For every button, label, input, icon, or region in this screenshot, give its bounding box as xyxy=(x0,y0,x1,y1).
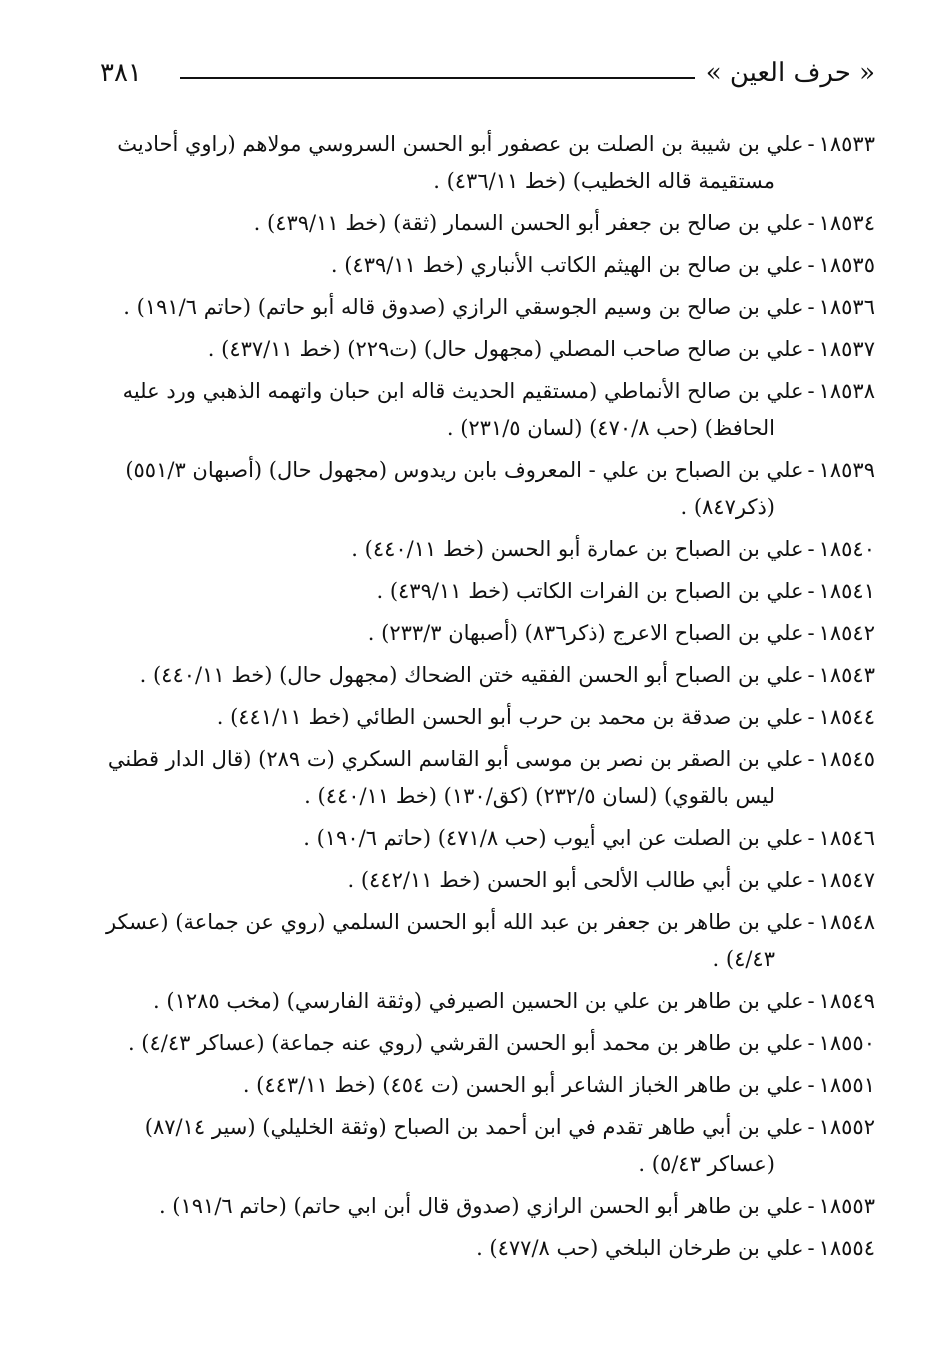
list-item xyxy=(100,331,875,368)
list-item xyxy=(100,862,875,899)
entry-number: ١٨٥٤٩ xyxy=(818,989,875,1013)
page-header xyxy=(100,52,875,96)
page-number: ٣٨١ xyxy=(100,58,142,88)
entry-dash: - xyxy=(807,579,815,603)
entry-dash: - xyxy=(807,989,815,1013)
entry-text: علي بن صالح بن الهيثم الكاتب الأنباري (خط ٤٣٩/١١) . xyxy=(330,253,804,277)
list-item xyxy=(100,741,875,815)
list-item xyxy=(100,1188,875,1225)
list-item xyxy=(100,205,875,242)
list-item xyxy=(100,247,875,284)
entry-text: علي بن طاهر بن علي بن الحسين الصيرفي (وثقة الفارسي) (مخب ١٢٨٥) . xyxy=(153,989,804,1013)
entry-number: ١٨٥٣٣ xyxy=(818,132,875,156)
list-item xyxy=(100,126,875,200)
list-item xyxy=(100,904,875,978)
list-item xyxy=(100,452,875,526)
entry-dash: - xyxy=(807,621,815,645)
entry-text: علي بن صالح بن جعفر أبو الحسن السمار (ثقة) (خط ٤٣٩/١١) . xyxy=(253,211,804,235)
list-item xyxy=(100,373,875,447)
entry-number: ١٨٥٤٤ xyxy=(818,705,875,729)
entry-number: ١٨٥٤٨ xyxy=(818,910,875,934)
list-item xyxy=(100,1067,875,1104)
entry-text: علي بن طاهر بن جعفر بن عبد الله أبو الحسن السلمي (روي عن جماعة) (عسكر ٤/٤٣) . xyxy=(105,910,804,971)
entry-dash: - xyxy=(807,747,815,771)
list-item xyxy=(100,1025,875,1062)
entry-text: علي بن صالح صاحب المصلي (مجهول حال) (ت٢٢٩) (خط ٤٣٧/١١) . xyxy=(207,337,804,361)
entry-number: ١٨٥٣٥ xyxy=(818,253,875,277)
entry-number: ١٨٥٤٠ xyxy=(818,537,875,561)
entry-number: ١٨٥٤١ xyxy=(818,579,875,603)
entry-text: علي بن الصباح بن علي - المعروف بابن ريدوس (مجهول حال) (أصبهان ٥٥١/٣) (ذكر٨٤٧) . xyxy=(125,458,804,519)
entry-dash: - xyxy=(807,910,815,934)
entry-number: ١٨٥٥٤ xyxy=(818,1236,875,1260)
entry-dash: - xyxy=(807,705,815,729)
entry-dash: - xyxy=(807,868,815,892)
entry-dash: - xyxy=(807,1073,815,1097)
entry-number: ١٨٥٥٣ xyxy=(818,1194,875,1218)
list-item xyxy=(100,289,875,326)
entry-number: ١٨٥٤٣ xyxy=(818,663,875,687)
list-item xyxy=(100,615,875,652)
entry-text: علي بن طرخان البلخي (حب ٤٧٧/٨) . xyxy=(476,1236,804,1260)
entry-dash: - xyxy=(807,1194,815,1218)
list-item xyxy=(100,983,875,1020)
entry-dash: - xyxy=(807,337,815,361)
entry-text: علي بن أبي طاهر تقدم في ابن أحمد بن الصباح (وثقة الخليلي) (سير ٨٧/١٤) (عساكر ٥/٤٣) . xyxy=(144,1115,804,1176)
entry-text: علي بن صالح الأنماطي (مستقيم الحديث قاله ابن حبان واتهمه الذهبي ورد عليه الحافظ) (حب ٤٧٠/٨) (لسان ٢٣١/٥) . xyxy=(122,379,804,440)
entry-number: ١٨٥٣٧ xyxy=(818,337,875,361)
entry-dash: - xyxy=(807,1115,815,1139)
entry-text: علي بن الصباح بن الفرات الكاتب (خط ٤٣٩/١١) . xyxy=(376,579,804,603)
entry-text: علي بن صدقة بن محمد بن حرب أبو الحسن الطائي (خط ٤٤١/١١) . xyxy=(216,705,804,729)
entries-list xyxy=(100,126,875,1272)
list-item xyxy=(100,1109,875,1183)
entry-number: ١٨٥٤٧ xyxy=(818,868,875,892)
entry-number: ١٨٥٣٩ xyxy=(818,458,875,482)
header-rule xyxy=(180,77,695,79)
entry-dash: - xyxy=(807,663,815,687)
entry-number: ١٨٥٥٢ xyxy=(818,1115,875,1139)
entry-number: ١٨٥٣٨ xyxy=(818,379,875,403)
entry-dash: - xyxy=(807,537,815,561)
entry-number: ١٨٥٥٠ xyxy=(818,1031,875,1055)
entry-dash: - xyxy=(807,211,815,235)
list-item xyxy=(100,531,875,568)
entry-text: علي بن الصباح أبو الحسن الفقيه ختن الضحاك (مجهول حال) (خط ٤٤٠/١١) . xyxy=(139,663,804,687)
entry-dash: - xyxy=(807,826,815,850)
entry-dash: - xyxy=(807,253,815,277)
list-item xyxy=(100,699,875,736)
entry-text: علي بن الصباح بن عمارة أبو الحسن (خط ٤٤٠/١١) . xyxy=(351,537,804,561)
entry-text: علي بن شيبة بن الصلت بن عصفور أبو الحسن السروسي مولاهم (راوي أحاديث مستقيمة قاله الخطيب) (خط ٤٣٦/١١) . xyxy=(117,132,804,193)
entry-text: علي بن الصباح الاعرج (ذكر٨٣٦) (أصبهان ٢٣٣/٣) . xyxy=(367,621,804,645)
chapter-title: « حرف العين » xyxy=(705,58,875,88)
entry-text: علي بن طاهر بن محمد أبو الحسن القرشي (روي عنه جماعة) (عساكر ٤/٤٣) . xyxy=(127,1031,804,1055)
entry-dash: - xyxy=(807,379,815,403)
list-item xyxy=(100,573,875,610)
entry-dash: - xyxy=(807,295,815,319)
entry-text: علي بن طاهر أبو الحسن الرازي (صدوق قال أبن ابي حاتم) (حاتم ١٩١/٦) . xyxy=(158,1194,804,1218)
list-item xyxy=(100,820,875,857)
entry-dash: - xyxy=(807,132,815,156)
entry-dash: - xyxy=(807,1236,815,1260)
entry-number: ١٨٥٤٢ xyxy=(818,621,875,645)
entry-number: ١٨٥٣٦ xyxy=(818,295,875,319)
entry-text: علي بن أبي طالب الألحى أبو الحسن (خط ٤٤٢/١١) . xyxy=(347,868,804,892)
entry-text: علي بن طاهر الخباز الشاعر أبو الحسن (ت ٤٥٤) (خط ٤٤٣/١١) . xyxy=(242,1073,804,1097)
list-item xyxy=(100,1230,875,1267)
list-item xyxy=(100,657,875,694)
entry-text: علي بن الصلت عن ابي أيوب (حب ٤٧١/٨) (حاتم ١٩٠/٦) . xyxy=(303,826,804,850)
entry-dash: - xyxy=(807,458,815,482)
entry-number: ١٨٥٤٦ xyxy=(818,826,875,850)
entry-number: ١٨٥٥١ xyxy=(818,1073,875,1097)
entry-number: ١٨٥٣٤ xyxy=(818,211,875,235)
entry-dash: - xyxy=(807,1031,815,1055)
entry-number: ١٨٥٤٥ xyxy=(818,747,875,771)
entry-text: علي بن الصقر بن نصر بن موسى أبو القاسم السكري (ت ٢٨٩) (قال الدار قطني ليس بالقوي) (لسان ٢٣٢/٥) (كق/١٣٠) (خط ٤٤٠/١١) . xyxy=(107,747,804,808)
entry-text: علي بن صالح بن وسيم الجوسقي الرازي (صدوق قاله أبو حاتم) (حاتم ١٩١/٦) . xyxy=(123,295,804,319)
